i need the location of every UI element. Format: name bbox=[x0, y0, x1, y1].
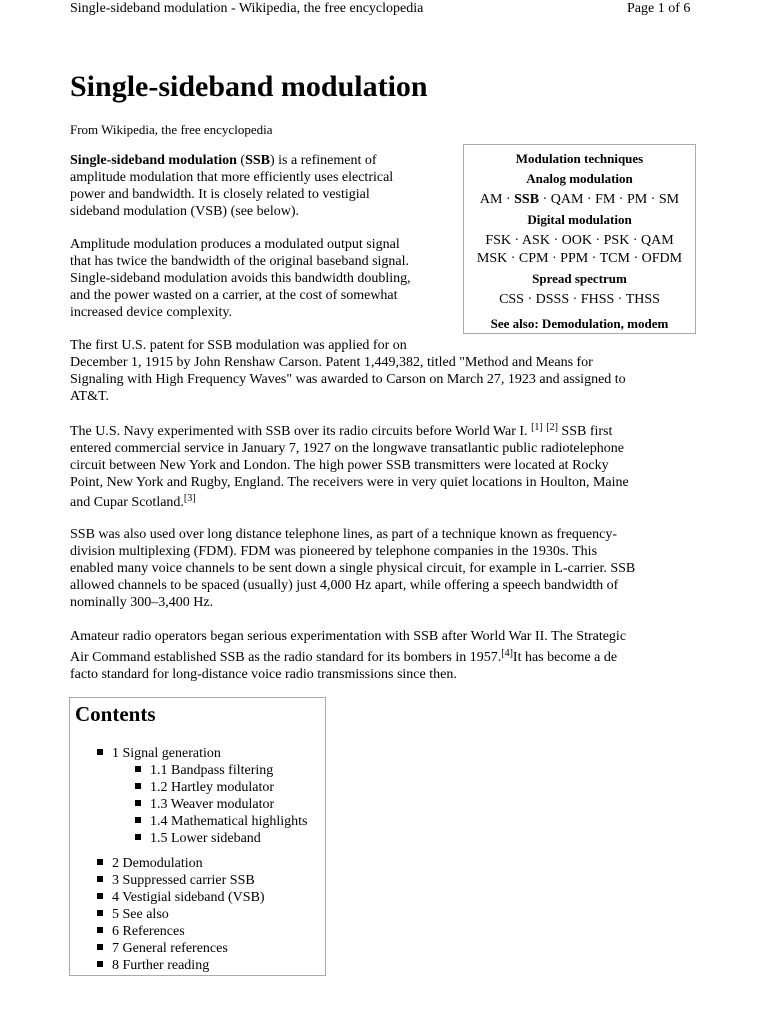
text-line: circuit between New York and London. The high power SSB transmitters were located at Rocky bbox=[70, 458, 609, 473]
toc-item[interactable] bbox=[97, 889, 265, 906]
toc-item[interactable] bbox=[97, 872, 255, 889]
link-tcm[interactable]: TCM bbox=[599, 251, 630, 266]
toc-item[interactable] bbox=[97, 745, 221, 762]
infobox-analog-heading: Analog modulation bbox=[526, 171, 633, 186]
toc-item-label: 1.4 Mathematical highlights bbox=[150, 814, 308, 829]
link-qam[interactable]: QAM bbox=[550, 192, 584, 207]
link-am[interactable]: AM bbox=[479, 192, 503, 207]
infobox-title: Modulation techniques bbox=[515, 151, 644, 166]
link-css[interactable]: CSS bbox=[499, 292, 524, 307]
link-cpm[interactable]: CPM bbox=[518, 251, 549, 266]
link-fsk[interactable]: FSK bbox=[485, 233, 512, 248]
bullet-icon bbox=[135, 817, 141, 823]
citation-2[interactable]: [2] bbox=[546, 422, 558, 433]
contents-title: Contents bbox=[75, 702, 156, 726]
text-fragment: It has become a de bbox=[512, 650, 618, 665]
toc-item-label: 4 Vestigial sideband (VSB) bbox=[112, 890, 265, 905]
link-pm[interactable]: PM bbox=[626, 192, 648, 207]
toc-subitem[interactable] bbox=[135, 796, 274, 813]
link-ofdm[interactable]: OFDM bbox=[641, 251, 683, 266]
bullet-icon bbox=[135, 800, 141, 806]
infobox-digital-row-1: FSK · ASK · OOK · PSK · QAM bbox=[485, 233, 674, 248]
text-line: Amateur radio operators began serious experimentation with SSB after World War II. The Strategic bbox=[70, 629, 627, 644]
bullet-icon bbox=[97, 944, 103, 950]
text-line: Signaling with High Frequency Waves" was awarded to Carson on March 27, 1923 and assigned to bbox=[70, 372, 626, 387]
toc-item[interactable] bbox=[97, 923, 185, 940]
text-line: Point, New York and Rugby, England. The receivers were in very quiet locations in Houlton, Maine bbox=[70, 475, 629, 490]
bullet-icon bbox=[135, 783, 141, 789]
infobox-analog-row: AM · SSB · QAM · FM · PM · SM bbox=[479, 192, 680, 207]
toc-item[interactable] bbox=[97, 855, 203, 872]
text-line: power and bandwidth. It is closely related to vestigial bbox=[70, 187, 370, 202]
link-fm[interactable]: FM bbox=[595, 192, 616, 207]
toc-item-label: 1.3 Weaver modulator bbox=[150, 797, 275, 812]
link-dsss[interactable]: DSSS bbox=[535, 292, 570, 307]
link-psk[interactable]: PSK bbox=[603, 233, 630, 248]
text-line: that has twice the bandwidth of the original baseband signal. bbox=[70, 254, 410, 269]
bullet-icon bbox=[135, 766, 141, 772]
bullet-icon bbox=[97, 893, 103, 899]
toc-item-label: 3 Suppressed carrier SSB bbox=[112, 873, 255, 888]
text-line: and the power wasted on a carrier, at the cost of somewhat bbox=[70, 288, 398, 303]
text-fragment: ) is a refinement of bbox=[269, 153, 377, 168]
text-fragment: SSB first bbox=[557, 424, 613, 439]
link-ask[interactable]: ASK bbox=[521, 233, 550, 248]
text-line: division multiplexing (FDM). FDM was pioneered by telephone companies in the 1930s. This bbox=[70, 544, 598, 559]
citation-3[interactable]: [3] bbox=[183, 493, 196, 504]
bullet-icon bbox=[97, 910, 103, 916]
toc-subitem[interactable] bbox=[135, 779, 274, 796]
bullet-icon bbox=[97, 927, 103, 933]
text-line: sideband modulation (VSB) (see below). bbox=[70, 204, 300, 219]
text-line: enabled many voice channels to be sent down a single physical circuit, for example in L-carrier. SSB bbox=[70, 561, 636, 576]
link-qam-digital[interactable]: QAM bbox=[640, 233, 674, 248]
bullet-icon bbox=[135, 834, 141, 840]
text-line: December 1, 1915 by John Renshaw Carson. Patent 1,449,382, titled "Method and Means for bbox=[70, 355, 593, 370]
toc-item-label: 1 Signal generation bbox=[112, 746, 221, 761]
toc-item[interactable] bbox=[97, 940, 228, 957]
bold-term: Single-sideband modulation bbox=[70, 153, 237, 168]
paragraph-fdm bbox=[70, 526, 635, 611]
bullet-icon bbox=[97, 961, 103, 967]
infobox-spread-heading: Spread spectrum bbox=[532, 271, 627, 286]
bullet-icon bbox=[97, 859, 103, 865]
paragraph-am-bandwidth bbox=[70, 236, 411, 321]
article-title: Single-sideband modulation bbox=[70, 70, 428, 103]
text-fragment: The U.S. Navy experimented with SSB over its radio circuits before World War I. bbox=[70, 424, 532, 439]
text-line: AT&T. bbox=[70, 389, 110, 404]
toc-item-label: 1.2 Hartley modulator bbox=[150, 780, 275, 795]
citation-4[interactable]: [4] bbox=[501, 648, 513, 659]
toc-subitem[interactable] bbox=[135, 813, 307, 830]
text-line: SSB was also used over long distance telephone lines, as part of a technique known as frequency- bbox=[70, 527, 618, 542]
toc-subitem[interactable] bbox=[135, 762, 273, 779]
table-of-contents bbox=[69, 697, 326, 976]
toc-item-label: 1.1 Bandpass filtering bbox=[150, 763, 274, 778]
text-fragment: and Cupar Scotland. bbox=[70, 495, 184, 510]
link-ook[interactable]: OOK bbox=[561, 233, 592, 248]
toc-item[interactable] bbox=[97, 906, 169, 923]
bold-abbreviation: SSB bbox=[245, 153, 270, 168]
toc-item-label: 2 Demodulation bbox=[112, 856, 203, 871]
infobox-digital-row-2: MSK · CPM · PPM · TCM · OFDM bbox=[476, 251, 683, 266]
text-line: nominally 300–3,400 Hz. bbox=[70, 595, 214, 610]
text-line: allowed channels to be spaced (usually) just 4,000 Hz apart, while offering a speech bandwidth of bbox=[70, 578, 619, 593]
toc-item-label: 6 References bbox=[112, 924, 185, 939]
infobox-spread-row: CSS · DSSS · FHSS · THSS bbox=[499, 292, 660, 307]
text-line: increased device complexity. bbox=[70, 305, 232, 320]
page-header-title: Single-sideband modulation - Wikipedia, the free encyclopedia bbox=[70, 1, 424, 16]
article-source-line: From Wikipedia, the free encyclopedia bbox=[70, 122, 273, 137]
toc-item-label: 1.5 Lower sideband bbox=[150, 831, 261, 846]
toc-item-label: 7 General references bbox=[112, 941, 228, 956]
page-number: Page 1 of 6 bbox=[627, 1, 691, 16]
infobox-digital-heading: Digital modulation bbox=[527, 212, 632, 227]
toc-item-label: 5 See also bbox=[112, 907, 169, 922]
infobox-see-also[interactable]: See also: Demodulation, modem bbox=[490, 316, 669, 331]
toc-subitem[interactable] bbox=[135, 830, 261, 847]
intro-paragraph bbox=[70, 152, 393, 220]
link-fhss[interactable]: FHSS bbox=[580, 292, 615, 307]
text-fragment: Air Command established SSB as the radio standard for its bombers in 1957. bbox=[70, 650, 502, 665]
paragraph-amateur bbox=[70, 628, 626, 683]
text-line: Amplitude modulation produces a modulated output signal bbox=[70, 237, 400, 252]
modulation-techniques-infobox bbox=[463, 144, 696, 334]
text-fragment: ( bbox=[236, 153, 246, 168]
current-ssb: SSB bbox=[514, 192, 540, 207]
bullet-icon bbox=[97, 749, 103, 755]
toc-item-label: 8 Further reading bbox=[112, 958, 210, 973]
toc-item[interactable] bbox=[97, 957, 209, 974]
citation-1[interactable]: [1] bbox=[531, 422, 543, 433]
link-ppm[interactable]: PPM bbox=[560, 251, 589, 266]
text-line: facto standard for long-distance voice radio transmissions since then. bbox=[70, 667, 457, 682]
text-line: Single-sideband modulation avoids this bandwidth doubling, bbox=[70, 271, 411, 286]
link-sm[interactable]: SM bbox=[658, 192, 680, 207]
text-line: The first U.S. patent for SSB modulation was applied for on bbox=[70, 338, 407, 353]
text-line: amplitude modulation that more efficiently uses electrical bbox=[70, 170, 394, 185]
paragraph-patent bbox=[70, 337, 626, 405]
link-msk[interactable]: MSK bbox=[476, 251, 508, 266]
paragraph-navy bbox=[70, 423, 629, 511]
link-thss[interactable]: THSS bbox=[625, 292, 660, 307]
bullet-icon bbox=[97, 876, 103, 882]
text-line: entered commercial service in January 7, 1927 on the longwave transatlantic public radiotelephone bbox=[70, 441, 624, 456]
